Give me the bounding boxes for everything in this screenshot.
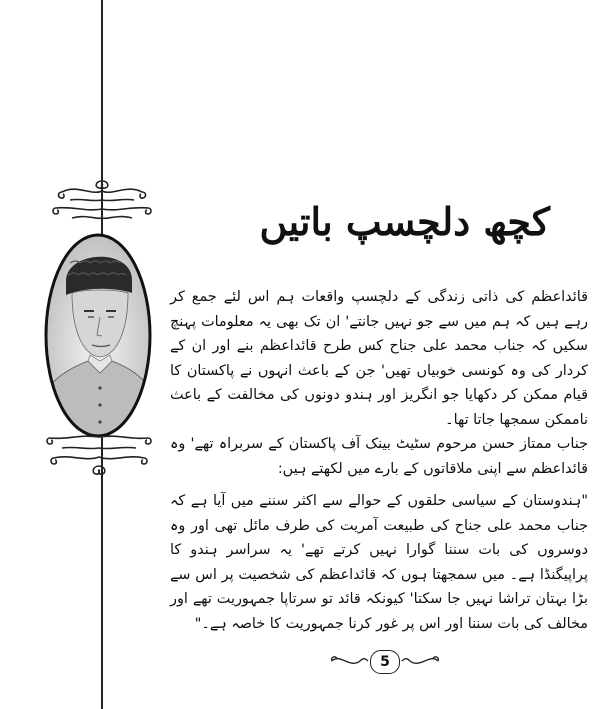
bottom-ornament-icon <box>46 430 152 480</box>
top-ornament-icon <box>52 178 152 224</box>
portrait-image <box>44 233 152 438</box>
page-number: 5 <box>370 650 400 674</box>
quote-paragraph: "ہندوستان کے سیاسی حلقوں کے حوالے سے اکثر سننے میں آیا ہے کہ جناب محمد علی جناح کی طبیعت آمریت کی طرف مائل تھی اور وہ دوسروں کی بات سننا گوارا نہیں کرتے تھے' یہ سراسر ہندو کا پراپیگنڈا ہے۔ میں سمجھتا ہوں کہ قائداعظم کی شخصیت پر اس سے بڑا بہتان تراشا نہیں جا سکتا' کیونکہ قائد تو سرتاپا جمہوریت تھے اور مخالف کی بات سننا اور اس پر غور کرنا جمہوریت کا خاصہ ہے۔" <box>170 493 588 632</box>
paragraph: جناب ممتاز حسن مرحوم سٹیٹ بینک آف پاکستان کے سربراہ تھے' وہ قائداعظم سے اپنی ملاقاتوں کے بارے میں لکھتے ہیں: <box>170 436 588 477</box>
paragraph: قائداعظم کی ذاتی زندگی کے دلچسپ واقعات ہم اس لئے جمع کر رہے ہیں کہ ہم میں سے جو نہیں جانتے' ان تک بھی یہ معلومات پہنچ سکیں کہ جناب محمد علی جناح کس طرح قائداعظم بنے اور ان کے کردار کی وہ کونسی خوبیاں تھیں' جن کے باعث انہوں نے پاکستان کا قیام ممکن کر دکھایا جو انگریز اور ہندو دونوں کی مخالفت کے باعث ناممکن سمجھا جاتا تھا۔ <box>170 289 588 428</box>
page-number-area <box>330 643 440 679</box>
page-title: کچھ دلچسپ باتیں <box>259 199 550 244</box>
article-body <box>170 285 588 636</box>
